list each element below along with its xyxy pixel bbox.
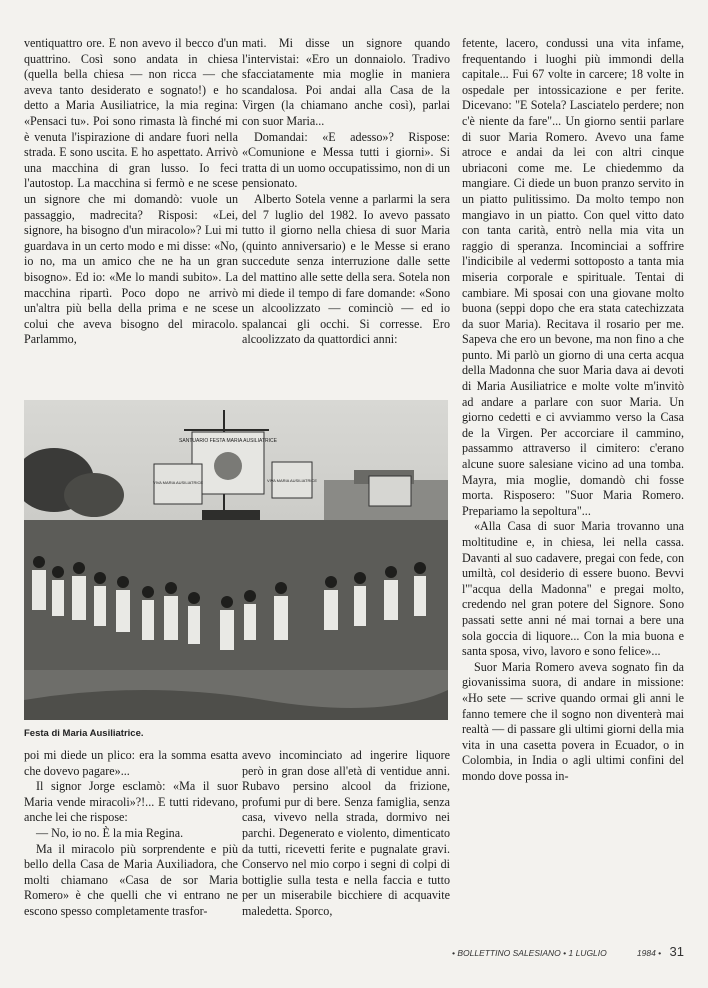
paragraph: poi mi diede un plico: era la somma esatta che dovevo pagare»... (24, 748, 238, 778)
paragraph: Suor Maria Romero aveva sognato fin da giovanissima suora, di andare in missione: «Ho sete — scrive quando ormai gli anni le fanno temere che il sogno non diventerà mai realtà — di passare gli ultimi giorni della mia vita in una casetta povera in Ecuador, o in Colombia, in India o agli ultimi confini del mondo dove possa in- (462, 659, 684, 783)
column-1-top (24, 36, 238, 348)
paragraph: fetente, lacero, condussi una vita infame, frequentando i luoghi più immondi della capitale... Fui 67 volte in carcere; 18 volte in ospedale per intossicazione e per ferite. Dicevano: "E Sotela? Lasciatelo perdere; non c'è niente da fare"... Un giorno sentii parlare di suor Maria Romero. Avevo una fame atroce e andai da lei con altri cinque ubriaconi come me. Le chiedemmo da mangiare. Ci diede un buon pranzo servito in un piatto pulitissimo. Da molto tempo non mangiavo in un piatto. Con quel vitto dato con tanta carità, entrò nella mia vita un raggio di speranza. Incominciai a soffrire l'indicibile al vedermi sottoposto a tanta mia miseria corporale e spirituale. Tentai di cambiare. Mi sposai con una giovane molto buona (seppi dopo che era stata catechizzata da suor Maria). Recitava il rosario per me. Sapeva che ero un bevone, ma non fino a che punto. Mi parlò un giorno di una certa acqua della Madonna che suor Maria dava ai devoti di Maria Ausiliatrice e molte volte m'invitò ad andare a parlare con suor Maria. Un giorno cedetti e ci avviammo verso la Casa de la Virgen. Per accorciare il cammino, passammo attraverso il cimitero: c'erano alcune suore salesiane vicino ad una tomba. Mayra, mia moglie, domandò chi fosse morta. Risposero: "Suor Maria Romero. Prepariamo la sepoltura"... (462, 36, 684, 518)
procession-photo (24, 400, 448, 720)
paragraph: Ma il miracolo più sorprendente e più bello della Casa de Maria Auxiliadora, che molti chiamano «Casa de sor Maria Romero» è che quelli che vi entrano ne escono spesso completamente trasfor- (24, 841, 238, 918)
paragraph: — No, io no. È la mia Regina. (36, 825, 184, 840)
main-banner-text: SANTUARIO FESTA MARIA AUSILIATRICE (179, 438, 277, 444)
column-2-top (242, 36, 450, 348)
photo-caption: Festa di Maria Ausiliatrice. (24, 728, 144, 739)
paragraph: mati. Mi disse un signore quando l'intervistai: «Ero un donnaiolo. Tradivo sfacciatamente mia moglie in maniera scandalosa. Poi andai alla Casa de la Virgen (la chiamano anche così), parlai con suor Maria... (242, 36, 450, 128)
paragraph: Il signor Jorge esclamò: «Ma il suor Maria vende miracoli»?!... E tutti ridevano, anche lei che rispose: (24, 779, 238, 825)
publication-year: 1984 • (636, 948, 662, 958)
publication-name: • BOLLETTINO SALESIANO • 1 LUGLIO (452, 948, 607, 958)
right-banner-text: VIVA MARIA AUSILIATRICE (266, 478, 318, 483)
paragraph: Alberto Sotela venne a parlarmi la sera del 7 luglio del 1982. Io avevo passato tutto il giorno nella chiesa di suor Maria (quinto anniversario) e le Messe si erano succedute senza interruzione dalle sette del mattino alle sette della sera. Sotela non mi diede il tempo di fare domande: «Sono un alcoolizzato — cominciò — ed io spalancai gli occhi. Si corresse. Ero alcoolizzato da quattordici anni: (242, 191, 450, 347)
procession-photo-image (24, 400, 448, 720)
paragraph: Domandai: «E adesso»? Rispose: «Comunione e Messa tutti i giorni». Si tratta di un uomo occupatissimo, non di un pensionato. (242, 129, 450, 191)
paragraph: avevo incominciato ad ingerire liquore però in gran dose all'età di ventidue anni. Rubavo persino alcool da frizione, profumi pur di bere. Senza famiglia, senza casa, vivevo nella strada, dormivo nei parchi. Degenerato e violento, dimenticato da tutti, ricevetti ferite e pugnalate gravi. Conservo nel mio corpo i segni di colpi di bottiglie sulla testa e nella faccia e tutto per un miserabile bicchiere di acquavite maledetta. Sporco, (242, 748, 450, 918)
left-banner-text: VIVA MARIA AUSILIATRICE (152, 480, 204, 485)
column-3 (462, 36, 684, 785)
page-number: 31 (669, 944, 684, 959)
column-2-bottom (242, 748, 450, 920)
column-1-bottom (24, 748, 238, 920)
paragraph: «Alla Casa di suor Maria trovanno una moltitudine e, in chiesa, lei nella cassa. Davanti al suo cadavere, pregai con fede, con umiltà, col desiderio di essere buono. Bevvi l'"acqua della Madonna" e pregai molto, credendo nel gran potere del Signore. Sono passati sette anni né mai tornai a bere una sola goccia di liquore... Con la mia buona e santa sposa, vivo, lavoro e sono felice»... (462, 519, 684, 659)
paragraph: ventiquattro ore. E non avevo il becco d'un quattrino. Così sono andata in chiesa (quella bella chiesa — non ricca — che aveva tanto desiderato e sognato!) e ho detto a Maria Ausiliatrice, la mia regina: «Pensaci tu». Poi sono rimasta là finché mi è venuta l'ispirazione di andare fuori nella strada. E sono uscita. E ho aspettato. Arrivò una macchina di gran lusso. Io feci l'autostop. La macchina si fermò e ne scese un signore che mi domandò: vuole un passaggio, madrecita? Risposi: «Lei, signore, ha bisogno d'un miracolo»? Lui mi guardava in un certo modo e mi disse: «No, io no, ma un amico che ne ha un gran bisogno». Ed io: «Me lo mandi subito». La macchina ripartì. Poco dopo ne arrivò un'altra più bella della prima e ne scese colui che aveva bisogno del miracolo. Parlammo, (24, 36, 238, 347)
page-footer (452, 944, 684, 959)
